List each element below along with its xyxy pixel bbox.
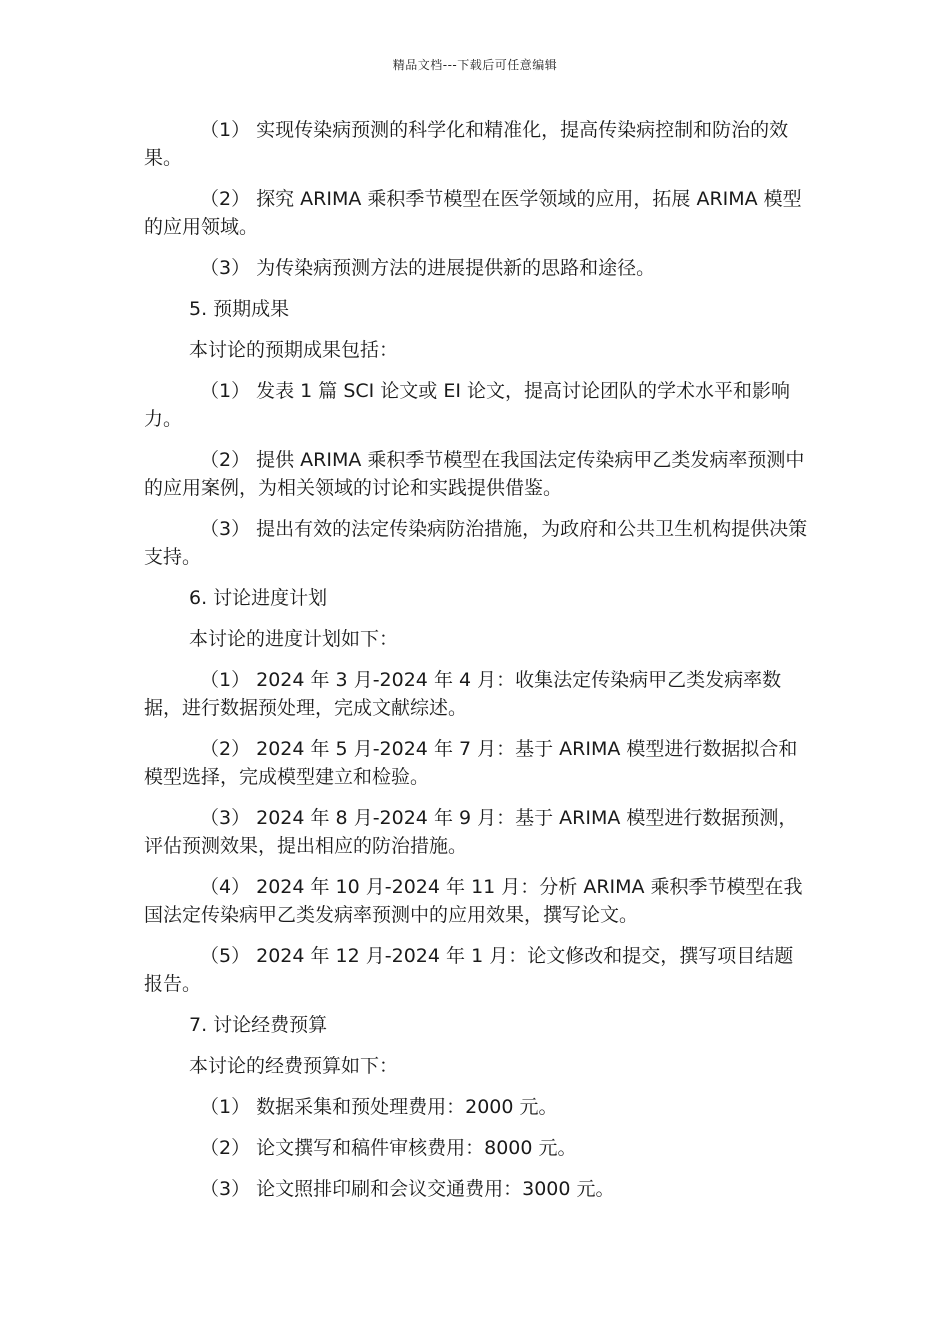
budget-item-3: （3） 论文照排印刷和会议交通费用：3000 元。: [200, 1178, 615, 1200]
budget-item-2: （2） 论文撰写和稿件审核费用：8000 元。: [200, 1137, 577, 1159]
expected-results-intro: 本讨论的预期成果包括：: [189, 339, 399, 361]
result-item-2: （2） 提供 ARIMA 乘积季节模型在我国法定传染病甲乙类发病率预测中的应用案例，为相关领域的讨论和实践提供借鉴。: [144, 449, 805, 499]
result-item-3: （3） 提出有效的法定传染病防治措施，为政府和公共卫生机构提供决策支持。: [144, 518, 808, 568]
page-header: 精品文档---下载后可任意编辑: [392, 58, 558, 72]
schedule-item-4: （4） 2024 年 10 月-2024 年 11 月：分析 ARIMA 乘积季节模型在我国法定传染病甲乙类发病率预测中的应用效果，撰写论文。: [144, 876, 803, 926]
goal-item-3: （3） 为传染病预测方法的进展提供新的思路和途径。: [200, 257, 656, 279]
goal-item-2: （2） 探究 ARIMA 乘积季节模型在医学领域的应用，拓展 ARIMA 模型的应用领域。: [144, 188, 802, 238]
result-item-1: （1） 发表 1 篇 SCI 论文或 EI 论文，提高讨论团队的学术水平和影响力。: [144, 380, 790, 430]
section-heading-schedule: 6. 讨论进度计划: [189, 587, 328, 609]
schedule-item-2: （2） 2024 年 5 月-2024 年 7 月：基于 ARIMA 模型进行数据拟合和模型选择，完成模型建立和检验。: [144, 738, 798, 788]
schedule-item-5: （5） 2024 年 12 月-2024 年 1 月：论文修改和提交，撰写项目结题报告。: [144, 945, 794, 995]
schedule-item-1: （1） 2024 年 3 月-2024 年 4 月：收集法定传染病甲乙类发病率数据，进行数据预处理，完成文献综述。: [144, 669, 782, 719]
section-heading-expected-results: 5. 预期成果: [189, 298, 290, 320]
budget-intro: 本讨论的经费预算如下：: [189, 1055, 399, 1077]
section-heading-budget: 7. 讨论经费预算: [189, 1014, 328, 1036]
schedule-item-3: （3） 2024 年 8 月-2024 年 9 月：基于 ARIMA 模型进行数据预测，评估预测效果，提出相应的防治措施。: [144, 807, 798, 857]
document-body: [144, 116, 810, 1216]
budget-item-1: （1） 数据采集和预处理费用：2000 元。: [200, 1096, 558, 1118]
goal-item-1: （1） 实现传染病预测的科学化和精准化，提高传染病控制和防治的效果。: [144, 119, 789, 169]
schedule-intro: 本讨论的进度计划如下：: [189, 628, 399, 650]
